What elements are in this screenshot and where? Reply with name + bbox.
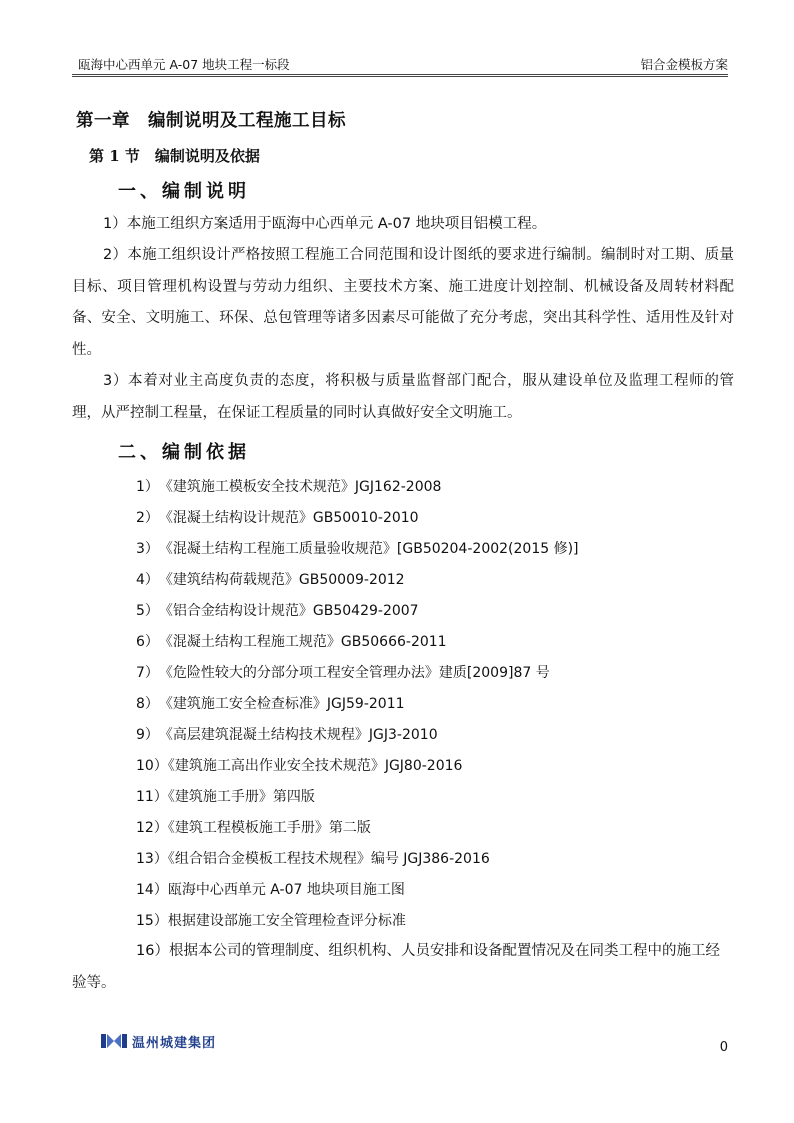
paragraph-1: 1）本施工组织方案适用于瓯海中心西单元 A-07 地块项目铝模工程。 bbox=[103, 216, 547, 232]
list-item: 11）《建筑施工手册》第四版 bbox=[136, 789, 315, 805]
section-title: 第 1 节 编制说明及依据 bbox=[89, 147, 260, 165]
list-item: 14）瓯海中心西单元 A-07 地块项目施工图 bbox=[136, 882, 405, 898]
list-item: 1） 《建筑施工模板安全技术规范》JGJ162-2008 bbox=[136, 479, 442, 495]
list-item: 13）《组合铝合金模板工程技术规程》编号 JGJ386-2016 bbox=[136, 851, 490, 867]
paragraph-3: 3）本着对业主高度负责的态度，将积极与质量监督部门配合，服从建设单位及监理工程师的管理，从严控制工程量，在保证工程质量的同时认真做好安全文明施工。 bbox=[72, 373, 734, 421]
list-item: 7） 《危险性较大的分部分项工程安全管理办法》建质[2009]87 号 bbox=[136, 665, 550, 681]
company-logo-icon bbox=[100, 1032, 128, 1050]
page-header bbox=[72, 52, 728, 77]
list-item: 16）根据本公司的管理制度、组织机构、人员安排和设备配置情况及在同类工程中的施工经验等。 bbox=[72, 943, 720, 991]
header-document-title: 铝合金模板方案 bbox=[640, 57, 728, 72]
company-logo-text: 温州城建集团 bbox=[132, 1035, 217, 1051]
list-item: 15）根据建设部施工安全管理检查评分标准 bbox=[136, 913, 406, 929]
heading-compilation-notes: 一、编制说明 bbox=[118, 181, 250, 202]
list-item: 2） 《混凝土结构设计规范》GB50010-2010 bbox=[136, 510, 419, 526]
list-item: 5） 《铝合金结构设计规范》GB50429-2007 bbox=[136, 603, 419, 619]
list-item: 8） 《建筑施工安全检查标准》JGJ59-2011 bbox=[136, 696, 405, 712]
list-item: 4） 《建筑结构荷载规范》GB50009-2012 bbox=[136, 572, 405, 588]
list-item: 10）《建筑施工高出作业安全技术规范》JGJ80-2016 bbox=[136, 758, 463, 774]
company-logo bbox=[100, 1031, 216, 1051]
page-number: 0 bbox=[719, 1040, 728, 1055]
list-item: 12）《建筑工程模板施工手册》第二版 bbox=[136, 820, 371, 836]
chapter-title: 第一章 编制说明及工程施工目标 bbox=[76, 111, 346, 131]
heading-compilation-basis: 二、编制依据 bbox=[118, 442, 250, 463]
list-item: 6） 《混凝土结构工程施工规范》GB50666-2011 bbox=[136, 634, 447, 650]
list-item: 3） 《混凝土结构工程施工质量验收规范》[GB50204-2002(2015 修)] bbox=[136, 541, 579, 557]
paragraph-2: 2）本施工组织设计严格按照工程施工合同范围和设计图纸的要求进行编制。编制时对工期、质量目标、项目管理机构设置与劳动力组织、主要技术方案、施工进度计划控制、机械设备及周转材料配备、安全、文明施工、环保、总包管理等诸多因素尽可能做了充分考虑，突出其科学性、适用性及针对性。 bbox=[72, 247, 734, 358]
header-project-name: 瓯海中心西单元 A-07 地块工程一标段 bbox=[78, 57, 290, 72]
list-item: 9） 《高层建筑混凝土结构技术规程》JGJ3-2010 bbox=[136, 727, 438, 743]
